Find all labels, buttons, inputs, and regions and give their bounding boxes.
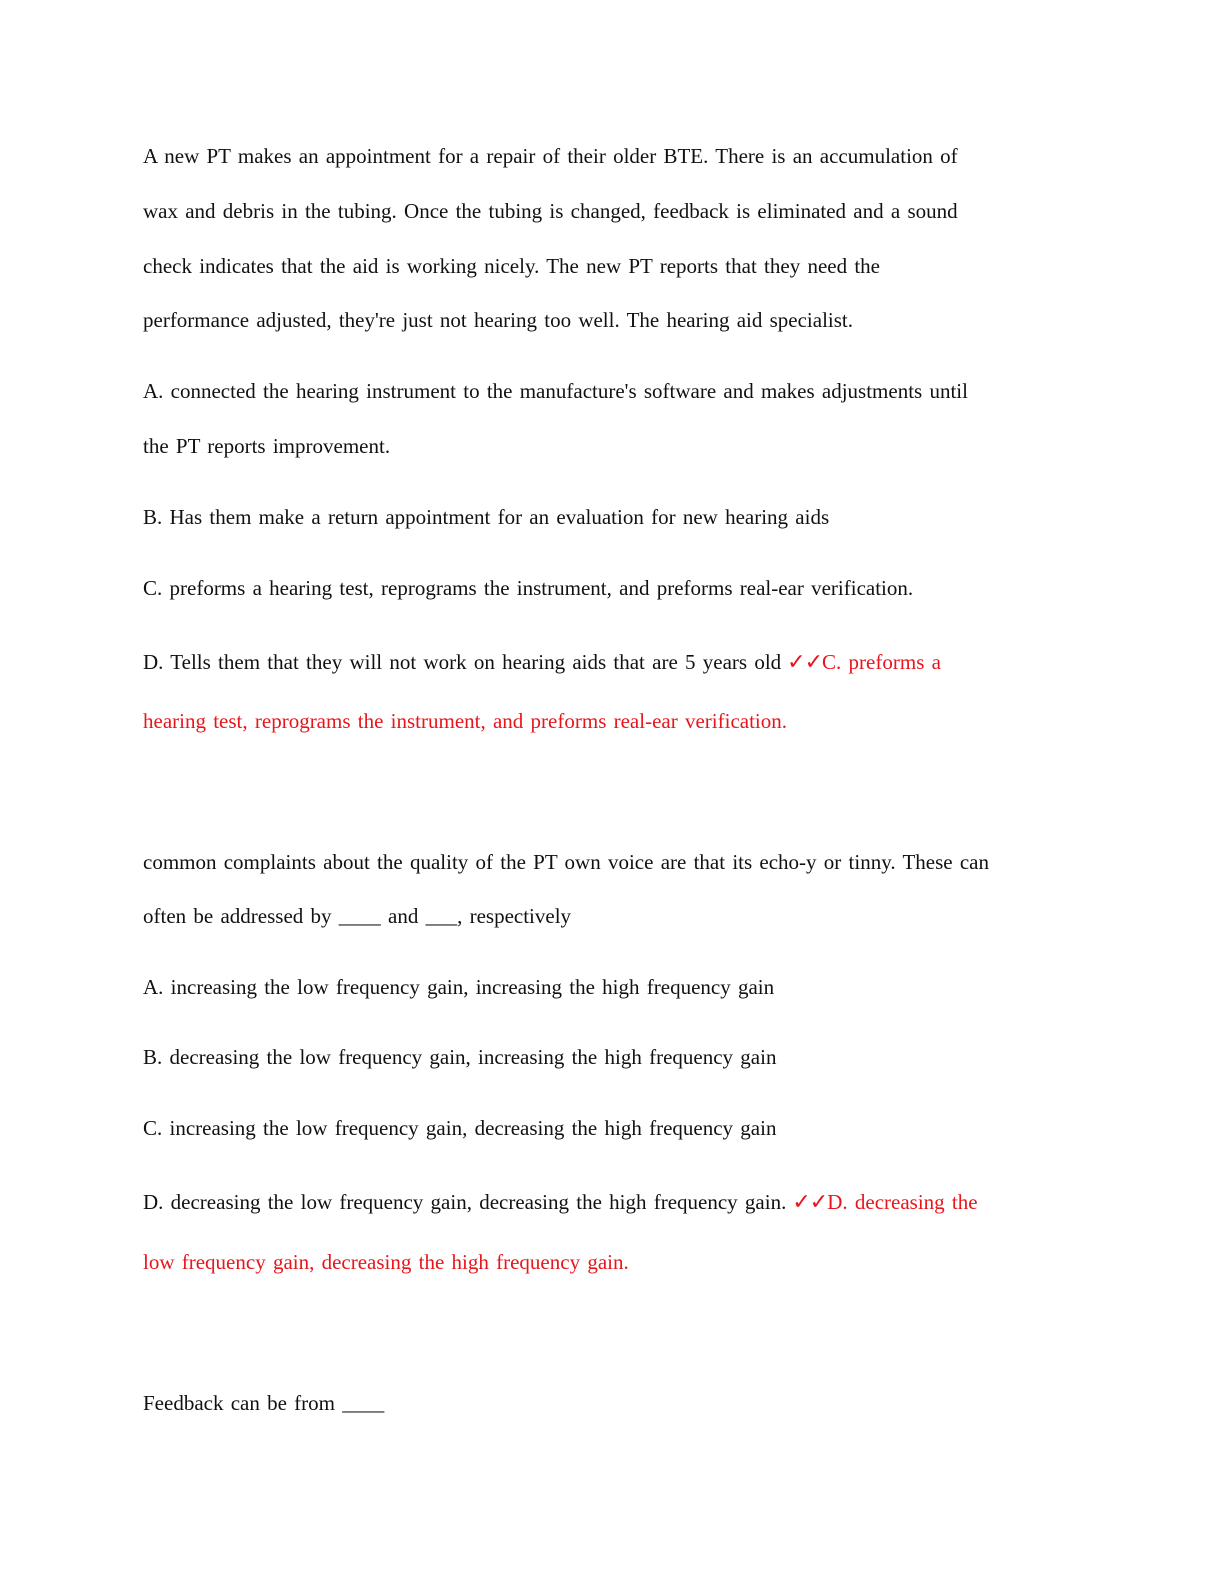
question-1-option-c: C. preforms a hearing test, reprograms the instrument, and preforms real-ear verification. <box>143 576 914 600</box>
question-2-option-a: A. increasing the low frequency gain, increasing the high frequency gain <box>143 975 775 999</box>
double-check-icon: ✓✓ <box>792 1190 828 1215</box>
question-3-stem-line-1: Feedback can be from ____ <box>143 1391 385 1415</box>
question-1-stem-line-4: performance adjusted, they're just not hearing too well. The hearing aid specialist. <box>143 308 854 332</box>
question-2-option-d-row <box>143 1190 978 1215</box>
question-2-answer-line-1: D. decreasing the <box>827 1190 978 1214</box>
question-2-option-c: C. increasing the low frequency gain, decreasing the high frequency gain <box>143 1116 777 1140</box>
question-1-stem-line-3: check indicates that the aid is working nicely. The new PT reports that they need the <box>143 254 880 278</box>
question-1-option-d-row <box>143 650 941 675</box>
question-1-option-b: B. Has them make a return appointment for an evaluation for new hearing aids <box>143 505 830 529</box>
question-1-stem-line-2: wax and debris in the tubing. Once the tubing is changed, feedback is eliminated and a sound <box>143 199 958 223</box>
question-2-answer-line-2: low frequency gain, decreasing the high frequency gain. <box>143 1250 629 1274</box>
question-2-stem-line-1: common complaints about the quality of the PT own voice are that its echo-y or tinny. These can <box>143 850 989 874</box>
question-1-option-a-line-2: the PT reports improvement. <box>143 434 391 458</box>
question-1-answer-line-1: C. preforms a <box>822 650 941 674</box>
question-2-option-d: D. decreasing the low frequency gain, decreasing the high frequency gain. <box>143 1190 787 1214</box>
question-1-answer-line-2: hearing test, reprograms the instrument, and preforms real-ear verification. <box>143 709 788 733</box>
question-1-stem-line-1: A new PT makes an appointment for a repair of their older BTE. There is an accumulation of <box>143 144 958 168</box>
question-2-stem-line-2: often be addressed by ____ and ___, respectively <box>143 904 572 928</box>
question-2-option-b: B. decreasing the low frequency gain, increasing the high frequency gain <box>143 1045 777 1069</box>
question-1-option-d: D. Tells them that they will not work on hearing aids that are 5 years old <box>143 650 782 674</box>
double-check-icon: ✓✓ <box>787 650 823 675</box>
question-1-option-a-line-1: A. connected the hearing instrument to the manufacture's software and makes adjustments until <box>143 379 968 403</box>
